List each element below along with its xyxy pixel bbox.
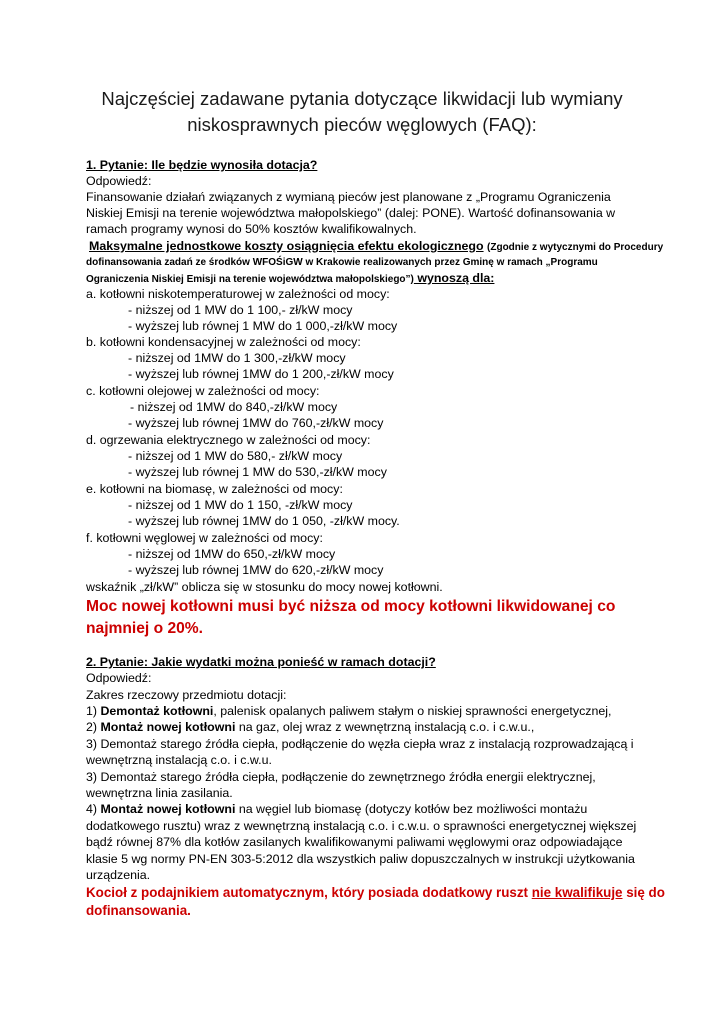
scope-item-5-line-5: urządzenia. (86, 868, 151, 882)
scope-item-5-line-3: bądź równej 87% dla kotłów zasilanych kwalifikowanymi paliwami węglowymi oraz odpowiadające (86, 835, 623, 849)
indicator-note: wskaźnik „zł/kW” oblicza się w stosunku do mocy nowej kotłowni. (86, 580, 443, 594)
scope-item-1-num: 1) (86, 704, 101, 718)
boiler-a-label: a. kotłowni niskotemperaturowej w zależności od mocy: (86, 287, 390, 301)
question-2-heading: 2. Pytanie: Jakie wydatki można ponieść w ramach dotacji? (86, 655, 436, 669)
scope-item-4-line-2: wewnętrzna linia zasilania. (86, 786, 233, 800)
scope-item-5-line-2: dodatkowego rusztu) wraz z wewnętrzną instalacją c.o. i c.w.u. o sprawności energetycznej większej (86, 819, 637, 833)
scope-item-5-bold: Montaż nowej kotłowni (100, 802, 236, 816)
scope-item-2-rest: na gaz, olej wraz z wewnętrzną instalacją c.o. i c.w.u., (235, 720, 535, 734)
scope-heading: Zakres rzeczowy przedmiotu dotacji: (86, 688, 287, 702)
question-1-heading: 1. Pytanie: Ile będzie wynosiła dotacja? (86, 158, 318, 172)
final-warning-underline: nie kwalifikuje (531, 885, 623, 900)
wynosza-label: wynoszą dla: (413, 271, 495, 285)
question-1-intro-line-2: Niskiej Emisji na terenie województwa małopolskiego” (dalej: PONE). Wartość dofinansowania w (86, 206, 616, 220)
question-1-intro-line-3: ramach programy wynosi do 50% kosztów kwalifikowalnych. (86, 222, 417, 236)
max-costs-heading-row (89, 238, 663, 256)
scope-item-5-line-4: klasie 5 wg normy PN-EN 303-5:2012 dla wszystkich paliw dopuszczalnych w instrukcji użytkowania (86, 852, 635, 866)
power-warning-line-2: najmniej o 20%. (86, 620, 203, 637)
question-1-answer-label: Odpowiedź: (86, 174, 152, 188)
scope-item-5-rest: na węgiel lub biomasę (dotyczy kotłów bez możliwości montażu (235, 802, 588, 816)
boiler-d-high: - wyższej lub równej 1 MW do 530,-zł/kW mocy (128, 465, 387, 479)
page-title-line-2: niskosprawnych pieców węglowych (FAQ): (187, 114, 537, 135)
guidelines-note-line-3: Ograniczenia Niskiej Emisji na terenie województwa małopolskiego”) (86, 274, 414, 285)
guidelines-note-start: (Zgodnie z wytycznymi do Procedury (487, 242, 664, 253)
question-1-intro-line-1: Finansowanie działań związanych z wymianą pieców jest planowane z „Programu Ograniczenia (86, 190, 611, 204)
boiler-f-low: - niższej od 1MW do 650,-zł/kW mocy (128, 547, 336, 561)
scope-item-5-line-1 (86, 801, 587, 817)
scope-item-3-line-1: 3) Demontaż starego źródła ciepła, podłączenie do węzła ciepła wraz z instalacją rozprowadzającą i (86, 737, 634, 751)
boiler-a-high: - wyższej lub równej 1 MW do 1 000,-zł/kW mocy (128, 319, 398, 333)
automatic-feeder-warning-line-2: dofinansowania. (86, 903, 191, 918)
scope-item-1-rest: , palenisk opalanych paliwem stałym o niskiej sprawności energetycznej, (213, 704, 612, 718)
question-2-answer-label: Odpowiedź: (86, 671, 152, 685)
boiler-e-label: e. kotłowni na biomasę, w zależności od mocy: (86, 482, 343, 496)
automatic-feeder-warning-line-1 (86, 884, 665, 902)
max-costs-heading: Maksymalne jednostkowe koszty osiągnięcia efektu ekologicznego (89, 239, 484, 253)
scope-item-2-num: 2) (86, 720, 101, 734)
scope-item-4-line-1: 3) Demontaż starego źródła ciepła, podłączenie do zewnętrznego źródła energii elektrycznej, (86, 770, 596, 784)
boiler-b-high: - wyższej lub równej 1MW do 1 200,-zł/kW mocy (128, 367, 394, 381)
page-title (86, 86, 638, 138)
boiler-d-label: d. ogrzewania elektrycznego w zależności od mocy: (86, 433, 371, 447)
boiler-f-high: - wyższej lub równej 1MW do 620,-zł/kW mocy (128, 563, 384, 577)
power-warning-line-1: Moc nowej kotłowni musi być niższa od mocy kotłowni likwidowanej co (86, 598, 616, 615)
scope-item-5-num: 4) (86, 802, 101, 816)
boiler-f-label: f. kotłowni węglowej w zależności od mocy: (86, 531, 323, 545)
boiler-e-low: - niższej od 1 MW do 1 150, -zł/kW mocy (128, 498, 353, 512)
scope-item-1 (86, 703, 611, 719)
guidelines-note-line-2: dofinansowania zadań ze środków WFOŚiGW w Krakowie realizowanych przez Gminę w ramach „Programu (86, 257, 598, 268)
scope-item-1-bold: Demontaż kotłowni (100, 704, 214, 718)
final-warning-pre: Kocioł z podajnikiem automatycznym, który posiada dodatkowy ruszt (86, 885, 532, 900)
boiler-c-low: - niższej od 1MW do 840,-zł/kW mocy (130, 400, 338, 414)
boiler-b-low: - niższej od 1MW do 1 300,-zł/kW mocy (128, 351, 346, 365)
boiler-c-label: c. kotłowni olejowej w zależności od mocy: (86, 384, 320, 398)
scope-item-2 (86, 719, 534, 735)
page-title-line-1: Najczęściej zadawane pytania dotyczące likwidacji lub wymiany (101, 88, 623, 109)
boiler-a-low: - niższej od 1 MW do 1 100,- zł/kW mocy (128, 303, 353, 317)
final-warning-post: się do (622, 885, 665, 900)
boiler-e-high: - wyższej lub równej 1MW do 1 050, -zł/kW mocy. (128, 514, 400, 528)
boiler-c-high: - wyższej lub równej 1MW do 760,-zł/kW mocy (128, 416, 384, 430)
scope-item-3-line-2: wewnętrzną instalacją c.o. i c.w.u. (86, 753, 272, 767)
boiler-b-label: b. kotłowni kondensacyjnej w zależności od mocy: (86, 335, 361, 349)
boiler-d-low: - niższej od 1 MW do 580,- zł/kW mocy (128, 449, 343, 463)
scope-item-2-bold: Montaż nowej kotłowni (100, 720, 236, 734)
